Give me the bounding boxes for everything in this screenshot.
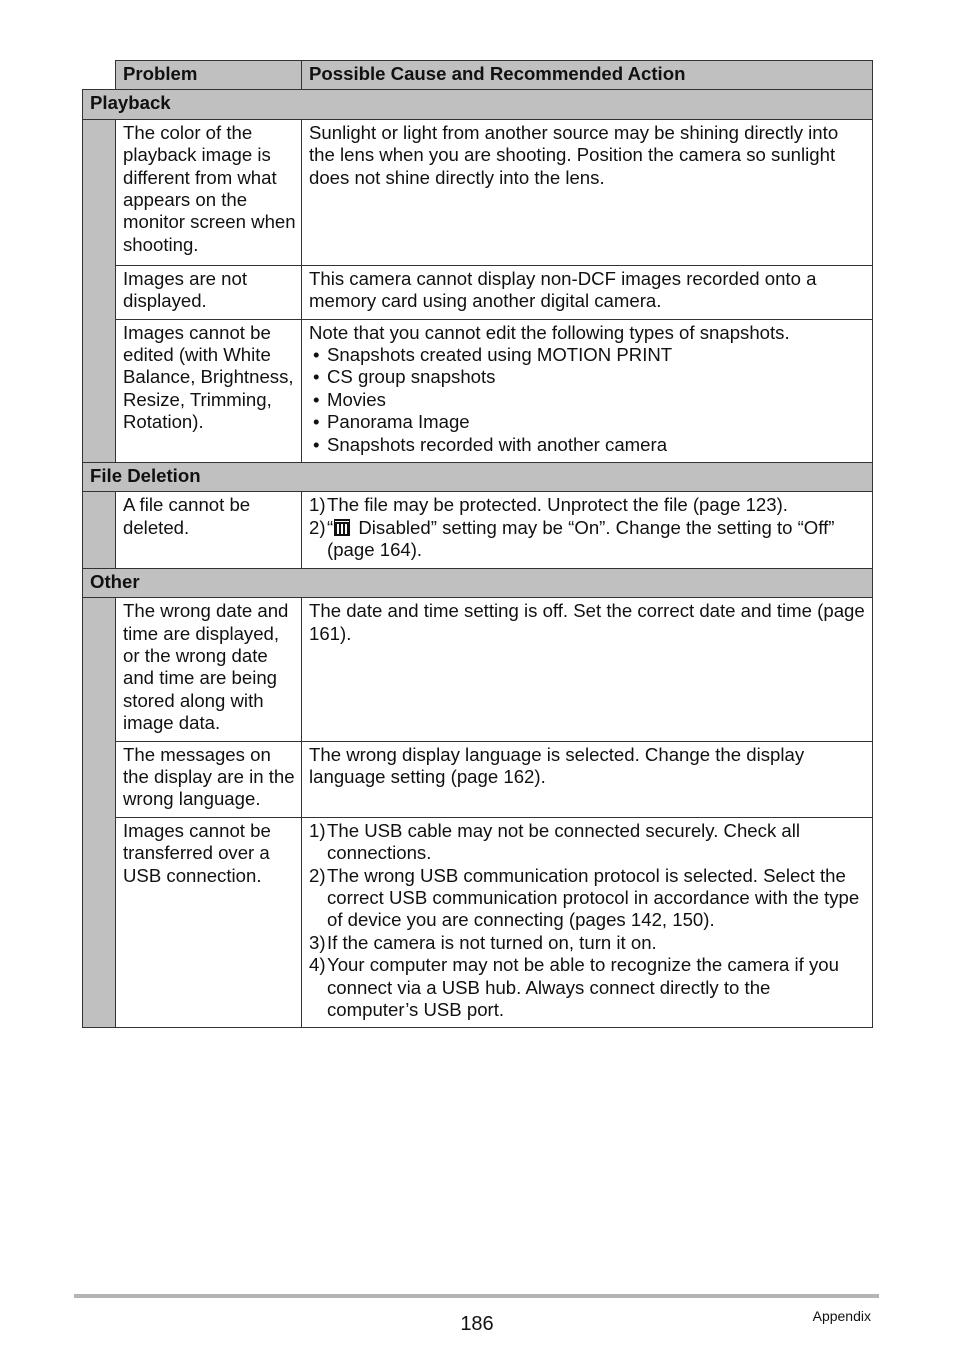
problem-cell: The color of the playback image is different from what appears on the monitor screen when shooting.: [116, 119, 302, 265]
footer-divider: [74, 1294, 879, 1298]
section-label: Appendix: [812, 1308, 871, 1324]
action-cell: The date and time setting is off. Set the correct date and time (page 161).: [302, 598, 873, 741]
table-row: [83, 741, 873, 817]
header-spacer: [83, 61, 116, 90]
header-action: Possible Cause and Recommended Action: [302, 61, 873, 90]
problem-cell: The wrong date and time are displayed, or the wrong date and time are being stored along with image data.: [116, 598, 302, 741]
list-item: • Snapshots recorded with another camera: [313, 433, 668, 455]
list-item: 1) The USB cable may not be connected securely. Check all connections.: [309, 819, 801, 864]
action-steps: [309, 494, 865, 561]
list-item: 1) The file may be protected. Unprotect the file (page 123).: [309, 494, 788, 516]
list-item: 4) Your computer may not be able to recognize the camera if you connect via a USB hub. Always connect directly to the computer’s USB port.: [309, 954, 839, 1020]
section-row-other: [83, 568, 873, 597]
action-steps: [309, 820, 865, 1022]
section-title: Other: [83, 568, 873, 597]
table-row: [83, 319, 873, 462]
list-item: 3) If the camera is not turned on, turn it on.: [309, 931, 657, 953]
list-item: • Movies: [313, 388, 386, 410]
section-row-playback: [83, 90, 873, 119]
trash-icon: [334, 519, 350, 536]
action-intro: Note that you cannot edit the following types of snapshots.: [309, 321, 790, 343]
table-row: [83, 265, 873, 319]
problem-cell: A file cannot be deleted.: [116, 492, 302, 568]
problem-cell: Images cannot be edited (with White Balance, Brightness, Resize, Trimming, Rotation).: [116, 319, 302, 462]
problem-cell: The messages on the display are in the wrong language.: [116, 741, 302, 817]
action-cell: [302, 319, 873, 462]
action-cell: [302, 817, 873, 1028]
snapshot-type-list: [309, 344, 865, 456]
section-title: File Deletion: [83, 463, 873, 492]
section-title: Playback: [83, 90, 873, 119]
problem-cell: Images cannot be transferred over a USB connection.: [116, 817, 302, 1028]
list-item: • Panorama Image: [313, 411, 470, 433]
action-cell: [302, 492, 873, 568]
table-header-row: [83, 61, 873, 90]
header-problem: Problem: [116, 61, 302, 90]
table-row: [83, 119, 873, 265]
problem-cell: Images are not displayed.: [116, 265, 302, 319]
section-sidebar: [83, 492, 116, 568]
list-item: • CS group snapshots: [313, 366, 496, 388]
table-row: [83, 492, 873, 568]
table-row: [83, 598, 873, 741]
section-row-file-deletion: [83, 463, 873, 492]
list-item: 2) The wrong USB communication protocol is selected. Select the correct USB communication protocol in accordance with the type of device you are connecting (pages 142, 150).: [309, 864, 860, 931]
page-number: 186: [460, 1313, 494, 1335]
section-sidebar: [83, 598, 116, 1028]
table-row: [83, 817, 873, 1028]
list-item: • Snapshots created using MOTION PRINT: [313, 344, 673, 366]
action-cell: The wrong display language is selected. Change the display language setting (page 162).: [302, 741, 873, 817]
section-sidebar: [83, 119, 116, 462]
list-item: 2) “ Disabled” setting may be “On”. Change the setting to “Off” (page 164).: [309, 516, 835, 561]
troubleshooting-table: [82, 60, 873, 1028]
action-cell: This camera cannot display non-DCF images recorded onto a memory card using another digital camera.: [302, 265, 873, 319]
action-cell: Sunlight or light from another source may be shining directly into the lens when you are shooting. Position the camera so sunlight does not shine directly into the lens.: [302, 119, 873, 265]
